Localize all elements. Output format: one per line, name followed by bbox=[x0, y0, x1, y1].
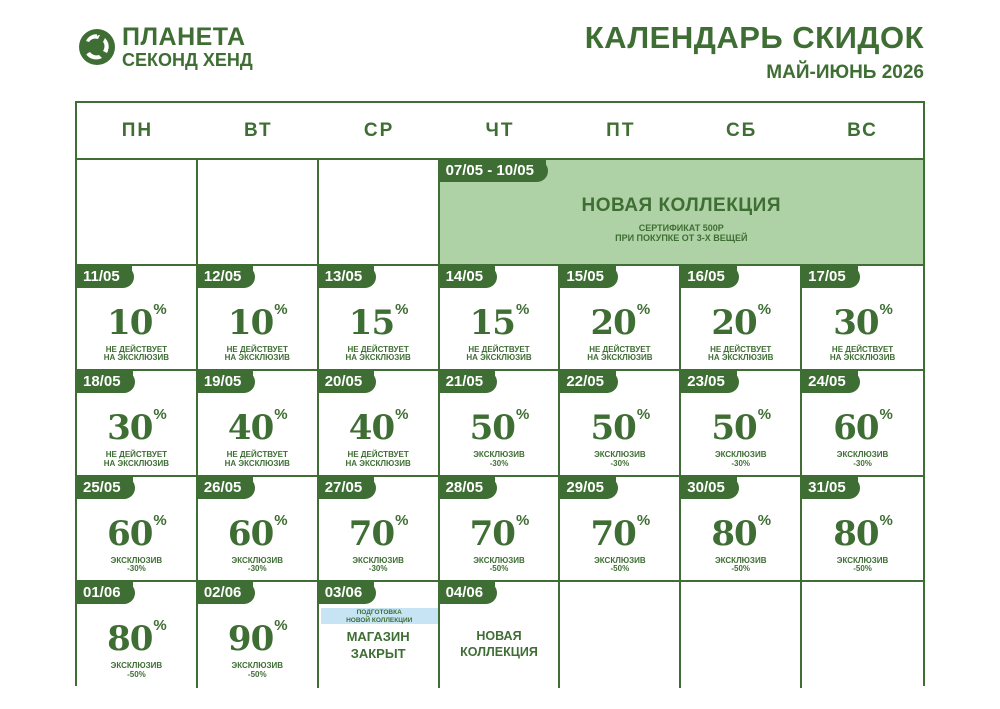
note-exclusive-value: -50% bbox=[610, 564, 630, 574]
note-line1: НЕ ДЕЙСТВУЕТ bbox=[226, 344, 288, 354]
discount-note bbox=[681, 451, 800, 468]
note-line2: НА ЭКСКЛЮЗИВ bbox=[103, 458, 170, 468]
empty-day-cell bbox=[681, 582, 802, 688]
date-badge: 13/05 bbox=[319, 266, 375, 288]
discount-note bbox=[198, 662, 317, 679]
percent-sign: % bbox=[636, 511, 650, 529]
discount-value bbox=[560, 511, 679, 554]
discount-value bbox=[681, 300, 800, 343]
discount-note bbox=[560, 346, 679, 363]
date-badge: 22/05 bbox=[560, 371, 616, 393]
discount-number: 50 bbox=[590, 408, 636, 449]
weekday-5: ПТ bbox=[606, 119, 636, 141]
note-exclusive-value: -50% bbox=[853, 564, 872, 574]
percent-sign: % bbox=[515, 406, 529, 424]
percent-sign: % bbox=[879, 406, 892, 424]
note-line2: НА ЭКСКЛЮЗИВ bbox=[587, 353, 653, 363]
discount-value bbox=[440, 300, 559, 343]
discount-number: 70 bbox=[348, 513, 395, 554]
note-exclusive-label: ЭКСКЛЮЗИВ bbox=[714, 555, 767, 565]
date-badge: 12/05 bbox=[198, 266, 254, 288]
weekday-3: СР bbox=[363, 119, 395, 141]
note-exclusive-value: -30% bbox=[247, 564, 267, 574]
day-cell bbox=[198, 582, 319, 688]
new-collection-line1: НОВАЯ bbox=[476, 629, 522, 644]
discount-note bbox=[440, 557, 559, 574]
weekday-4: ЧТ bbox=[485, 119, 515, 141]
discount-note bbox=[802, 451, 923, 468]
discount-note bbox=[77, 451, 196, 468]
percent-sign: % bbox=[153, 617, 166, 635]
percent-sign: % bbox=[757, 511, 771, 529]
empty-day-cell bbox=[802, 582, 923, 688]
percent-sign: % bbox=[395, 511, 408, 529]
empty-day-cell bbox=[319, 160, 440, 266]
discount-number: 80 bbox=[711, 513, 757, 554]
percent-sign: % bbox=[636, 406, 650, 424]
collection-offer bbox=[440, 223, 923, 243]
discount-number: 60 bbox=[833, 408, 879, 449]
new-collection-text bbox=[440, 628, 559, 660]
note-line1: НЕ ДЕЙСТВУЕТ bbox=[468, 344, 530, 354]
percent-sign: % bbox=[274, 511, 287, 529]
date-badge: 26/05 bbox=[198, 477, 254, 499]
discount-note bbox=[802, 346, 923, 363]
preparation-banner bbox=[321, 608, 438, 624]
brand-logo bbox=[74, 24, 253, 70]
discount-number: 50 bbox=[469, 408, 515, 449]
note-exclusive-label: ЭКСКЛЮЗИВ bbox=[836, 450, 889, 460]
discount-value bbox=[198, 406, 317, 449]
discount-note bbox=[77, 557, 196, 574]
discount-number: 40 bbox=[227, 408, 274, 449]
discount-value bbox=[560, 406, 679, 449]
percent-sign: % bbox=[395, 406, 408, 424]
page-title: КАЛЕНДАРЬ СКИДОК bbox=[584, 20, 924, 55]
discount-value bbox=[802, 511, 923, 554]
preparation-line1: ПОДГОТОВКА bbox=[356, 609, 402, 617]
note-exclusive-value: -50% bbox=[489, 564, 509, 574]
note-exclusive-value: -50% bbox=[731, 564, 751, 574]
note-exclusive-value: -30% bbox=[489, 458, 509, 468]
day-cell bbox=[198, 371, 319, 477]
day-cell bbox=[77, 266, 198, 372]
note-exclusive-label: ЭКСКЛЮЗИВ bbox=[473, 555, 525, 565]
note-exclusive-label: ЭКСКЛЮЗИВ bbox=[594, 555, 646, 565]
day-cell bbox=[560, 371, 681, 477]
day-cell bbox=[440, 477, 561, 583]
date-badge: 16/05 bbox=[681, 266, 737, 288]
weekday-6: СБ bbox=[725, 119, 758, 141]
day-cell bbox=[802, 371, 923, 477]
discount-number: 30 bbox=[833, 302, 879, 343]
discount-number: 10 bbox=[227, 302, 274, 343]
discount-note bbox=[560, 557, 679, 574]
discount-number: 70 bbox=[590, 513, 636, 554]
discount-note bbox=[198, 557, 317, 574]
day-cell bbox=[319, 371, 440, 477]
discount-value bbox=[440, 511, 559, 554]
discount-number: 40 bbox=[348, 408, 395, 449]
day-cell bbox=[77, 477, 198, 583]
discount-note bbox=[319, 346, 438, 363]
discount-number: 50 bbox=[711, 408, 757, 449]
discount-note bbox=[198, 451, 317, 468]
new-collection-block bbox=[440, 160, 923, 266]
day-cell bbox=[198, 477, 319, 583]
date-badge: 14/05 bbox=[440, 266, 496, 288]
discount-calendar bbox=[75, 101, 925, 686]
note-exclusive-label: ЭКСКЛЮЗИВ bbox=[594, 450, 646, 460]
discount-value bbox=[802, 406, 923, 449]
percent-sign: % bbox=[153, 300, 166, 318]
preparation-line2: НОВОЙ КОЛЛЕКЦИИ bbox=[346, 616, 413, 624]
discount-value bbox=[319, 300, 438, 343]
discount-note bbox=[319, 451, 438, 468]
percent-sign: % bbox=[153, 406, 166, 424]
date-badge: 27/05 bbox=[319, 477, 375, 499]
discount-value bbox=[560, 300, 679, 343]
date-badge: 19/05 bbox=[198, 371, 254, 393]
day-cell bbox=[77, 371, 198, 477]
discount-number: 15 bbox=[469, 302, 515, 343]
discount-value bbox=[77, 406, 196, 449]
note-line1: НЕ ДЕЙСТВУЕТ bbox=[347, 344, 409, 354]
empty-day-cell bbox=[560, 582, 681, 688]
percent-sign: % bbox=[153, 511, 166, 529]
note-exclusive-value: -50% bbox=[247, 669, 267, 679]
date-badge: 28/05 bbox=[440, 477, 496, 499]
percent-sign: % bbox=[274, 300, 287, 318]
note-line1: НЕ ДЕЙСТВУЕТ bbox=[710, 344, 772, 354]
date-badge: 11/05 bbox=[77, 266, 132, 288]
day-cell bbox=[198, 266, 319, 372]
new-collection-day-cell bbox=[440, 582, 561, 688]
day-cell bbox=[681, 266, 802, 372]
discount-note bbox=[681, 557, 800, 574]
note-line1: НЕ ДЕЙСТВУЕТ bbox=[831, 344, 894, 354]
weekday-header bbox=[77, 103, 923, 160]
note-exclusive-value: -30% bbox=[368, 564, 388, 574]
note-line2: НА ЭКСКЛЮЗИВ bbox=[224, 353, 290, 363]
note-exclusive-value: -30% bbox=[127, 564, 146, 574]
date-badge: 18/05 bbox=[77, 371, 133, 393]
discount-number: 90 bbox=[227, 619, 274, 660]
note-line2: НА ЭКСКЛЮЗИВ bbox=[345, 458, 411, 468]
percent-sign: % bbox=[515, 511, 529, 529]
date-badge: 31/05 bbox=[802, 477, 858, 499]
discount-value bbox=[198, 511, 317, 554]
discount-value bbox=[681, 406, 800, 449]
day-cell bbox=[440, 371, 561, 477]
discount-number: 60 bbox=[227, 513, 274, 554]
weekday-1: ПН bbox=[121, 119, 154, 141]
discount-note bbox=[440, 451, 559, 468]
discount-number: 60 bbox=[107, 513, 153, 554]
date-badge: 23/05 bbox=[681, 371, 737, 393]
page-subtitle: МАЙ-ИЮНЬ 2026 bbox=[766, 62, 924, 83]
note-line2: НА ЭКСКЛЮЗИВ bbox=[708, 353, 774, 363]
note-line1: НЕ ДЕЙСТВУЕТ bbox=[226, 450, 288, 460]
day-cell bbox=[319, 266, 440, 372]
percent-sign: % bbox=[395, 300, 408, 318]
percent-sign: % bbox=[636, 300, 650, 318]
closed-line1: МАГАЗИН bbox=[346, 629, 410, 645]
note-line1: НЕ ДЕЙСТВУЕТ bbox=[589, 344, 651, 354]
discount-value bbox=[802, 300, 923, 343]
day-cell bbox=[560, 266, 681, 372]
discount-value bbox=[198, 617, 317, 660]
brand-subname: СЕКОНД ХЕНД bbox=[122, 50, 253, 70]
discount-number: 30 bbox=[107, 408, 153, 449]
note-exclusive-value: -50% bbox=[127, 669, 146, 679]
planet-recycle-icon bbox=[74, 24, 120, 70]
percent-sign: % bbox=[274, 617, 287, 635]
date-badge: 04/06 bbox=[440, 582, 496, 604]
discount-value bbox=[440, 406, 559, 449]
discount-value bbox=[77, 617, 196, 660]
date-badge: 17/05 bbox=[802, 266, 858, 288]
date-badge: 30/05 bbox=[681, 477, 737, 499]
note-exclusive-label: ЭКСКЛЮЗИВ bbox=[110, 555, 163, 565]
empty-day-cell bbox=[198, 160, 319, 266]
date-badge: 15/05 bbox=[560, 266, 616, 288]
closed-day-cell bbox=[319, 582, 440, 688]
note-exclusive-value: -30% bbox=[610, 458, 630, 468]
date-badge: 02/06 bbox=[198, 582, 254, 604]
percent-sign: % bbox=[515, 300, 529, 318]
day-cell bbox=[681, 371, 802, 477]
percent-sign: % bbox=[757, 300, 771, 318]
percent-sign: % bbox=[274, 406, 287, 424]
percent-sign: % bbox=[879, 300, 892, 318]
note-exclusive-label: ЭКСКЛЮЗИВ bbox=[231, 661, 284, 671]
date-badge: 20/05 bbox=[319, 371, 375, 393]
discount-note bbox=[681, 346, 800, 363]
note-exclusive-value: -30% bbox=[731, 458, 751, 468]
discount-note bbox=[198, 346, 317, 363]
note-line1: НЕ ДЕЙСТВУЕТ bbox=[105, 344, 168, 354]
discount-number: 70 bbox=[469, 513, 515, 554]
discount-value bbox=[77, 511, 196, 554]
note-exclusive-label: ЭКСКЛЮЗИВ bbox=[714, 450, 767, 460]
discount-number: 10 bbox=[107, 302, 153, 343]
note-line2: НА ЭКСКЛЮЗИВ bbox=[829, 353, 896, 363]
collection-offer-line2: ПРИ ПОКУПКЕ ОТ 3-Х ВЕЩЕЙ bbox=[615, 233, 748, 243]
day-cell bbox=[319, 477, 440, 583]
discount-note bbox=[560, 451, 679, 468]
date-badge: 07/05 - 10/05 bbox=[440, 160, 546, 182]
note-exclusive-label: ЭКСКЛЮЗИВ bbox=[110, 661, 163, 671]
note-exclusive-label: ЭКСКЛЮЗИВ bbox=[473, 450, 525, 460]
day-cell bbox=[440, 266, 561, 372]
day-cell bbox=[681, 477, 802, 583]
discount-note bbox=[77, 346, 196, 363]
note-exclusive-label: ЭКСКЛЮЗИВ bbox=[352, 555, 404, 565]
store-closed-text bbox=[319, 628, 438, 662]
discount-number: 80 bbox=[833, 513, 879, 554]
day-cell bbox=[802, 477, 923, 583]
date-badge: 21/05 bbox=[440, 371, 496, 393]
discount-note bbox=[77, 662, 196, 679]
discount-note bbox=[440, 346, 559, 363]
date-badge: 29/05 bbox=[560, 477, 616, 499]
date-badge: 25/05 bbox=[77, 477, 133, 499]
note-line2: НА ЭКСКЛЮЗИВ bbox=[345, 353, 411, 363]
discount-value bbox=[319, 511, 438, 554]
collection-offer-line1: СЕРТИФИКАТ 500Р bbox=[638, 223, 724, 233]
note-line1: НЕ ДЕЙСТВУЕТ bbox=[105, 450, 168, 460]
day-cell bbox=[802, 266, 923, 372]
date-badge: 01/06 bbox=[77, 582, 133, 604]
percent-sign: % bbox=[879, 511, 892, 529]
date-badge: 24/05 bbox=[802, 371, 858, 393]
note-line2: НА ЭКСКЛЮЗИВ bbox=[103, 353, 170, 363]
weekday-7: ВС bbox=[847, 119, 878, 141]
note-exclusive-value: -30% bbox=[853, 458, 872, 468]
percent-sign: % bbox=[757, 406, 771, 424]
note-exclusive-label: ЭКСКЛЮЗИВ bbox=[836, 555, 889, 565]
discount-note bbox=[319, 557, 438, 574]
discount-value bbox=[198, 300, 317, 343]
discount-value bbox=[77, 300, 196, 343]
discount-number: 20 bbox=[711, 302, 757, 343]
discount-number: 15 bbox=[348, 302, 395, 343]
discount-number: 80 bbox=[107, 619, 153, 660]
new-collection-line2: КОЛЛЕКЦИЯ bbox=[460, 645, 538, 660]
collection-title: НОВАЯ КОЛЛЕКЦИЯ bbox=[581, 195, 781, 216]
note-line2: НА ЭКСКЛЮЗИВ bbox=[224, 458, 290, 468]
discount-note bbox=[802, 557, 923, 574]
day-cell bbox=[77, 582, 198, 688]
discount-value bbox=[319, 406, 438, 449]
note-line2: НА ЭКСКЛЮЗИВ bbox=[466, 353, 532, 363]
empty-day-cell bbox=[77, 160, 198, 266]
closed-line2: ЗАКРЫТ bbox=[350, 646, 406, 662]
date-badge: 03/06 bbox=[319, 582, 375, 604]
note-exclusive-label: ЭКСКЛЮЗИВ bbox=[231, 555, 284, 565]
weekday-2: ВТ bbox=[243, 119, 273, 141]
discount-value bbox=[681, 511, 800, 554]
brand-name: ПЛАНЕТА bbox=[122, 23, 246, 51]
note-line1: НЕ ДЕЙСТВУЕТ bbox=[347, 450, 409, 460]
discount-number: 20 bbox=[590, 302, 636, 343]
day-cell bbox=[560, 477, 681, 583]
